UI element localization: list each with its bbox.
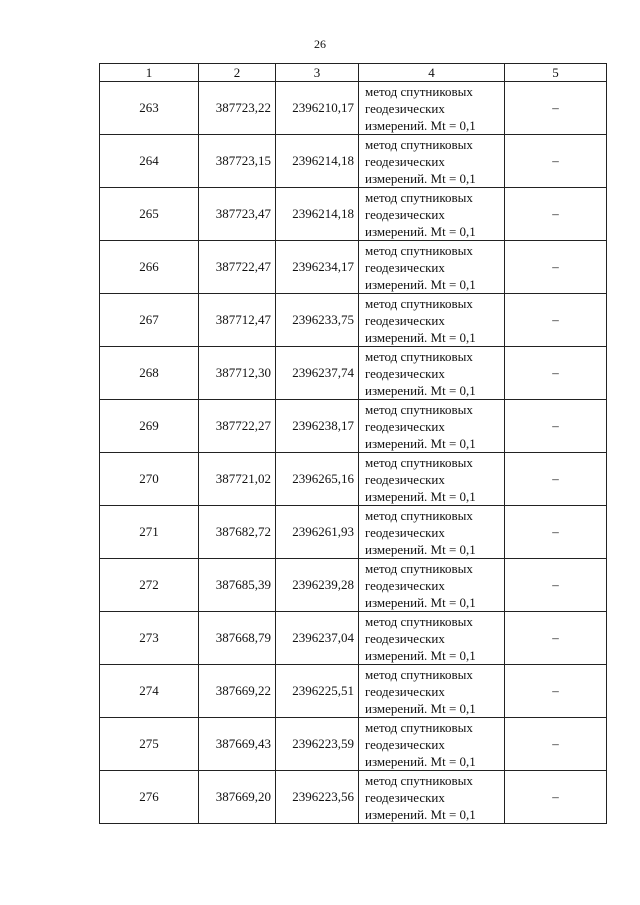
method-line: измерений. Mt = 0,1 <box>365 806 476 822</box>
method-line: измерений. Mt = 0,1 <box>365 117 476 133</box>
method-line: метод спутниковых <box>365 136 473 152</box>
method-line: геодезических <box>365 736 445 752</box>
note-cell: – <box>505 718 607 771</box>
table-row <box>100 612 607 665</box>
method-line: измерений. Mt = 0,1 <box>365 276 476 292</box>
method-line: измерений. Mt = 0,1 <box>365 488 476 504</box>
method-line: геодезических <box>365 524 445 540</box>
point-number-cell: 263 <box>100 82 199 135</box>
coordinate-y-cell: 2396233,75 <box>276 294 359 347</box>
method-line: геодезических <box>365 312 445 328</box>
note-cell: – <box>505 347 607 400</box>
coordinate-y-cell: 2396238,17 <box>276 400 359 453</box>
table-body <box>100 82 607 824</box>
method-line: геодезических <box>365 683 445 699</box>
method-line: метод спутниковых <box>365 348 473 364</box>
coordinate-y-cell: 2396237,04 <box>276 612 359 665</box>
method-line: измерений. Mt = 0,1 <box>365 647 476 663</box>
method-line: измерений. Mt = 0,1 <box>365 382 476 398</box>
note-cell: – <box>505 506 607 559</box>
method-cell <box>359 771 505 824</box>
method-line: геодезических <box>365 365 445 381</box>
method-cell <box>359 506 505 559</box>
coordinate-x-cell: 387669,20 <box>199 771 276 824</box>
coordinate-y-cell: 2396223,56 <box>276 771 359 824</box>
method-line: метод спутниковых <box>365 772 473 788</box>
coordinate-x-cell: 387722,47 <box>199 241 276 294</box>
method-line: геодезических <box>365 630 445 646</box>
method-cell <box>359 665 505 718</box>
method-line: метод спутниковых <box>365 613 473 629</box>
table-row <box>100 400 607 453</box>
note-cell: – <box>505 294 607 347</box>
coordinate-y-cell: 2396225,51 <box>276 665 359 718</box>
method-line: измерений. Mt = 0,1 <box>365 594 476 610</box>
point-number-cell: 266 <box>100 241 199 294</box>
method-line: измерений. Mt = 0,1 <box>365 541 476 557</box>
method-line: измерений. Mt = 0,1 <box>365 329 476 345</box>
note-cell: – <box>505 612 607 665</box>
coordinate-y-cell: 2396261,93 <box>276 506 359 559</box>
point-number-cell: 264 <box>100 135 199 188</box>
table-row <box>100 453 607 506</box>
column-header-x: 2 <box>199 64 276 82</box>
method-line: геодезических <box>365 418 445 434</box>
table-row <box>100 188 607 241</box>
method-cell <box>359 612 505 665</box>
coordinate-x-cell: 387669,22 <box>199 665 276 718</box>
note-cell: – <box>505 188 607 241</box>
coordinate-x-cell: 387668,79 <box>199 612 276 665</box>
column-header-method: 4 <box>359 64 505 82</box>
table-row <box>100 294 607 347</box>
point-number-cell: 271 <box>100 506 199 559</box>
column-header-number: 1 <box>100 64 199 82</box>
method-line: геодезических <box>365 259 445 275</box>
table-row <box>100 665 607 718</box>
method-line: измерений. Mt = 0,1 <box>365 700 476 716</box>
method-line: метод спутниковых <box>365 507 473 523</box>
method-line: метод спутниковых <box>365 719 473 735</box>
method-cell <box>359 453 505 506</box>
point-number-cell: 273 <box>100 612 199 665</box>
method-line: геодезических <box>365 789 445 805</box>
coordinate-x-cell: 387721,02 <box>199 453 276 506</box>
method-line: геодезических <box>365 206 445 222</box>
coordinate-y-cell: 2396214,18 <box>276 188 359 241</box>
note-cell: – <box>505 559 607 612</box>
page-number: 26 <box>314 37 326 51</box>
point-number-cell: 267 <box>100 294 199 347</box>
coordinate-x-cell: 387723,15 <box>199 135 276 188</box>
method-cell <box>359 135 505 188</box>
method-line: геодезических <box>365 471 445 487</box>
method-cell <box>359 559 505 612</box>
coordinate-x-cell: 387682,72 <box>199 506 276 559</box>
table-row <box>100 559 607 612</box>
point-number-cell: 272 <box>100 559 199 612</box>
note-cell: – <box>505 82 607 135</box>
method-line: метод спутниковых <box>365 401 473 417</box>
note-cell: – <box>505 453 607 506</box>
table-header-row <box>100 64 607 82</box>
coordinate-x-cell: 387685,39 <box>199 559 276 612</box>
method-line: измерений. Mt = 0,1 <box>365 753 476 769</box>
point-number-cell: 265 <box>100 188 199 241</box>
method-line: геодезических <box>365 100 445 116</box>
method-cell <box>359 400 505 453</box>
method-cell <box>359 82 505 135</box>
method-line: измерений. Mt = 0,1 <box>365 170 476 186</box>
method-cell <box>359 241 505 294</box>
method-line: измерений. Mt = 0,1 <box>365 223 476 239</box>
method-line: метод спутниковых <box>365 560 473 576</box>
method-line: метод спутниковых <box>365 83 473 99</box>
method-line: геодезических <box>365 153 445 169</box>
coordinate-x-cell: 387712,30 <box>199 347 276 400</box>
note-cell: – <box>505 400 607 453</box>
note-cell: – <box>505 771 607 824</box>
table-row <box>100 347 607 400</box>
table-row <box>100 718 607 771</box>
table-row <box>100 82 607 135</box>
point-number-cell: 274 <box>100 665 199 718</box>
method-cell <box>359 188 505 241</box>
table-row <box>100 241 607 294</box>
point-number-cell: 270 <box>100 453 199 506</box>
note-cell: – <box>505 665 607 718</box>
coordinate-y-cell: 2396265,16 <box>276 453 359 506</box>
method-cell <box>359 718 505 771</box>
coordinate-y-cell: 2396223,59 <box>276 718 359 771</box>
method-line: измерений. Mt = 0,1 <box>365 435 476 451</box>
coordinate-x-cell: 387723,22 <box>199 82 276 135</box>
method-cell <box>359 294 505 347</box>
coordinate-y-cell: 2396214,18 <box>276 135 359 188</box>
method-line: метод спутниковых <box>365 295 473 311</box>
point-number-cell: 269 <box>100 400 199 453</box>
note-cell: – <box>505 241 607 294</box>
coordinate-y-cell: 2396234,17 <box>276 241 359 294</box>
coordinate-x-cell: 387722,27 <box>199 400 276 453</box>
coordinate-x-cell: 387712,47 <box>199 294 276 347</box>
method-line: метод спутниковых <box>365 189 473 205</box>
method-line: метод спутниковых <box>365 666 473 682</box>
point-number-cell: 275 <box>100 718 199 771</box>
method-line: геодезических <box>365 577 445 593</box>
table-row <box>100 771 607 824</box>
point-number-cell: 276 <box>100 771 199 824</box>
coordinate-y-cell: 2396210,17 <box>276 82 359 135</box>
coordinate-x-cell: 387669,43 <box>199 718 276 771</box>
coordinate-x-cell: 387723,47 <box>199 188 276 241</box>
method-line: метод спутниковых <box>365 242 473 258</box>
point-number-cell: 268 <box>100 347 199 400</box>
table-row <box>100 135 607 188</box>
coordinates-table <box>99 63 607 824</box>
coordinate-y-cell: 2396237,74 <box>276 347 359 400</box>
method-line: метод спутниковых <box>365 454 473 470</box>
method-cell <box>359 347 505 400</box>
table-row <box>100 506 607 559</box>
column-header-note: 5 <box>505 64 607 82</box>
note-cell: – <box>505 135 607 188</box>
coordinate-y-cell: 2396239,28 <box>276 559 359 612</box>
column-header-y: 3 <box>276 64 359 82</box>
